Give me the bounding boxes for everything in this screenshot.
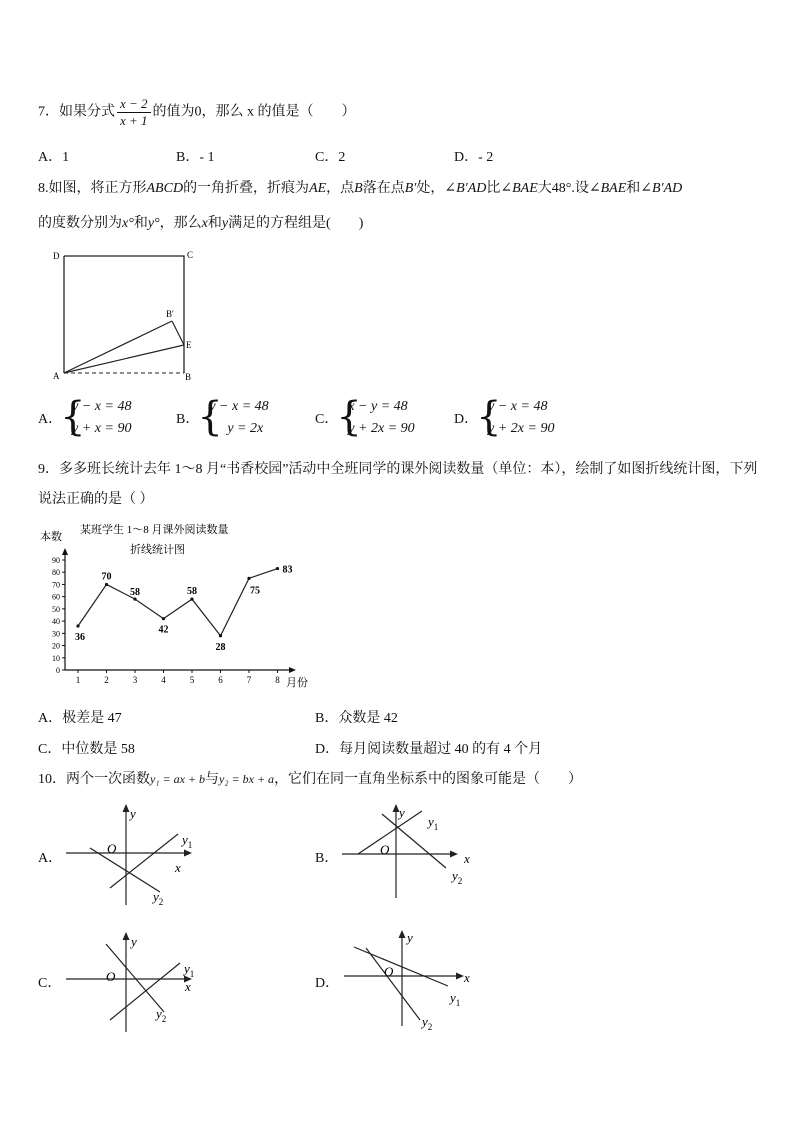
q7-option-c[interactable]: C．2 — [315, 150, 346, 165]
x-label: x — [464, 970, 470, 985]
q8-text: 的度数分别为 — [38, 216, 122, 231]
y1-label — [180, 832, 192, 850]
q10-text: 10．两个一次函数 — [38, 772, 150, 787]
q8-system — [62, 396, 131, 440]
x-axis-arrow-icon — [456, 973, 464, 980]
y-label: y — [131, 934, 137, 949]
chart-x-tick-label: 2 — [104, 675, 109, 685]
q9-option-c[interactable]: C．中位数是 58 — [38, 742, 135, 757]
y-label: y — [399, 805, 405, 820]
q8-stem-line1 — [38, 177, 682, 197]
q8-option-label: D． — [454, 412, 479, 427]
chart-point — [247, 577, 250, 580]
q8-bprime: B′ — [404, 181, 417, 196]
q8-angle-bpad: B′AD — [456, 181, 487, 196]
q8-text: 比∠ — [486, 181, 513, 196]
q8-y: y — [221, 216, 229, 231]
chart-y-tick-label: 40 — [52, 617, 60, 627]
chart-y-tick-label: 20 — [52, 641, 60, 651]
q8-text: ，点 — [326, 181, 355, 196]
chart-point — [105, 583, 108, 586]
q8-text: ，那么 — [159, 216, 202, 231]
q8-label-e: E — [186, 340, 192, 350]
q7-fraction-numerator: x − 2 — [117, 96, 151, 113]
y1-letter: y — [450, 990, 456, 1005]
q8-option-b[interactable] — [176, 396, 269, 440]
y1-letter: y — [182, 832, 188, 847]
y1-label — [448, 990, 460, 1008]
chart-y-tick-label: 50 — [52, 604, 60, 614]
chart-x-tick-label: 8 — [275, 675, 280, 685]
chart-x-tick-label: 7 — [246, 675, 252, 685]
q8-option-d[interactable] — [454, 396, 554, 440]
origin-label: O — [106, 969, 116, 984]
q10-option-c-label[interactable]: C． — [38, 976, 62, 991]
chart-point — [162, 617, 165, 620]
q8-fold-b-prime-e — [172, 321, 184, 345]
chart-data-label: 75 — [250, 585, 260, 597]
chart-x-ticks — [76, 670, 281, 685]
q10-option-b-label[interactable]: B． — [315, 851, 339, 866]
chart-y-axis-arrow-icon — [62, 548, 68, 555]
y2-subscript: 2 — [427, 1022, 433, 1032]
q7-number: 7． — [38, 104, 59, 120]
q8-label-d: D — [53, 251, 60, 261]
y2-label — [154, 1006, 166, 1024]
chart-y-tick-label: 90 — [52, 556, 60, 565]
q8-abcd: ABCD — [146, 181, 184, 196]
x-axis-arrow-icon — [450, 851, 458, 858]
x-label: x — [175, 860, 181, 875]
q7-option-d[interactable]: D．- 2 — [454, 150, 494, 165]
q8-text: 处，∠ — [416, 181, 457, 196]
line-y1 — [358, 811, 422, 854]
x-label: x — [185, 979, 191, 994]
y-axis-arrow-icon — [399, 930, 406, 938]
y2-label — [420, 1014, 432, 1032]
origin-label: O — [107, 841, 117, 856]
brace-icon: { — [60, 394, 86, 440]
y1-subscript: 1 — [187, 840, 193, 850]
q8-label-bprime: B' — [166, 309, 174, 319]
q8-eq1: y − x = 48 — [209, 399, 269, 414]
q8-eq1: y − x = 48 — [488, 399, 548, 414]
q10-function-2: y₂ = bx + a — [219, 772, 275, 786]
q7-fraction — [117, 96, 151, 129]
x-label: x — [464, 851, 470, 866]
chart-title: 某班学生 1～8 月课外阅读数量 — [80, 524, 229, 536]
chart-x-tick-label: 4 — [161, 675, 166, 685]
q7-option-a[interactable]: A．1 — [38, 150, 70, 165]
chart-point — [276, 567, 279, 570]
chart-data-label: 58 — [187, 586, 197, 598]
q8-system — [478, 396, 554, 440]
brace-icon: { — [197, 394, 223, 440]
y-axis-arrow-icon — [123, 804, 130, 812]
q8-text: 和∠ — [626, 181, 652, 196]
q7-text-a: 如果分式 — [59, 104, 115, 120]
y-label: y — [130, 806, 136, 821]
y2-label — [151, 889, 163, 907]
y1-subscript: 1 — [433, 822, 439, 832]
q7-text-b: 的值为0，那么 x 的值是（ ） — [152, 104, 356, 120]
q8-option-label: A． — [38, 412, 63, 427]
q8-eq1: x − y = 48 — [348, 399, 408, 414]
y1-label — [426, 814, 438, 832]
y2-letter: y — [153, 889, 159, 904]
q8-angle-bpad: B′AD — [652, 181, 683, 196]
q8-stem-line2 — [38, 212, 363, 232]
q7-fraction-denominator: x + 1 — [120, 113, 148, 128]
chart-x-tick-label: 6 — [218, 675, 223, 685]
y1-subscript: 1 — [455, 998, 461, 1008]
q8-x: x — [201, 216, 208, 231]
y1-letter: y — [184, 961, 190, 976]
q7-option-b[interactable]: B．- 1 — [176, 150, 215, 165]
origin-label: O — [384, 964, 394, 979]
q10-option-a-label[interactable]: A． — [38, 851, 63, 866]
y1-subscript: 1 — [189, 969, 195, 979]
q8-option-c[interactable] — [315, 396, 415, 440]
q9-option-b[interactable]: B．众数是 42 — [315, 711, 398, 726]
chart-point — [76, 624, 79, 627]
q8-option-label: C． — [315, 412, 339, 427]
y2-letter: y — [156, 1006, 162, 1021]
q10-function-1: y₁ = ax + b — [150, 772, 206, 786]
line-y1 — [110, 834, 178, 888]
q10-text: 与 — [205, 772, 220, 787]
q8-crease-ae — [64, 345, 184, 373]
q9-option-a[interactable]: A．极差是 47 — [38, 711, 122, 726]
y2-subscript: 2 — [161, 1014, 167, 1024]
chart-points — [75, 565, 293, 653]
line-y1 — [110, 963, 180, 1020]
q8-option-a[interactable] — [38, 396, 131, 440]
q8-text: 大48°.设∠ — [537, 181, 601, 196]
chart-y-tick-label: 0 — [56, 666, 60, 675]
chart-point — [190, 598, 193, 601]
q8-label-b: B — [185, 372, 192, 382]
q8-text: 落在点 — [362, 181, 405, 196]
q9-stem-line1: 9．多多班长统计去年 1～8 月“书香校园”活动中全班同学的课外阅读数量（单位：本），绘制了如图折线统计图，下列 — [38, 462, 758, 477]
q7-stem — [38, 96, 356, 129]
q8-text: 满足的方程组是( ) — [228, 216, 364, 231]
q9-stem-line2: 说法正确的是（ ） — [38, 492, 154, 507]
y2-letter: y — [452, 868, 458, 883]
chart-y-tick-label: 60 — [52, 592, 60, 602]
y-axis-arrow-icon — [123, 932, 130, 940]
q8-eq2: y + x = 90 — [72, 421, 132, 436]
y2-subscript: 2 — [457, 876, 463, 886]
q10-graph-b — [336, 800, 496, 912]
q8-square-figure — [48, 246, 208, 384]
q10-stem — [38, 768, 582, 788]
chart-data-label: 83 — [282, 564, 293, 576]
brace-icon: { — [336, 394, 362, 440]
chart-y-tick-label: 80 — [52, 568, 60, 578]
chart-x-tick-label: 3 — [132, 675, 138, 685]
y1-letter: y — [428, 814, 434, 829]
y-label: y — [407, 930, 413, 945]
q8-text: 的一角折叠，折痕为 — [183, 181, 310, 196]
chart-data-label: 42 — [158, 624, 169, 636]
chart-ylabel: 本数 — [40, 531, 62, 543]
q10-graph-d — [336, 926, 496, 1038]
q8-text: 8.如图，将正方形 — [38, 181, 147, 196]
q10-graph-a — [60, 800, 220, 912]
q8-system — [199, 396, 268, 440]
y2-label — [450, 868, 462, 886]
brace-icon: { — [476, 394, 502, 440]
q8-text: 和 — [133, 216, 148, 231]
chart-y-tick-label: 30 — [52, 629, 60, 639]
q8-b: B — [354, 181, 363, 196]
y2-subscript: 2 — [158, 897, 164, 907]
q8-fold-ab-prime — [64, 321, 172, 373]
line-y2 — [366, 948, 420, 1020]
q8-option-label: B． — [176, 412, 200, 427]
chart-x-tick-label: 1 — [75, 675, 81, 685]
q8-xdeg: x° — [122, 216, 134, 231]
line-y2 — [90, 848, 160, 892]
chart-x-tick-label: 5 — [189, 675, 195, 685]
chart-data-label: 36 — [75, 632, 85, 643]
q8-system — [338, 396, 414, 440]
y2-letter: y — [422, 1014, 428, 1029]
q8-eq2: y + 2x = 90 — [348, 421, 415, 436]
q9-line-chart — [30, 518, 320, 690]
q8-label-a: A — [53, 371, 60, 381]
q8-eq2: y = 2x — [227, 421, 264, 436]
q8-eq1: y − x = 48 — [72, 399, 132, 414]
chart-x-axis-arrow-icon — [289, 667, 296, 673]
q8-angle-bae: BAE — [600, 181, 627, 196]
origin-label: O — [380, 842, 390, 857]
x-axis-arrow-icon — [184, 850, 192, 857]
chart-xlabel: 月份 — [286, 677, 308, 689]
chart-data-label: 58 — [130, 587, 140, 599]
q8-eq2: y + 2x = 90 — [488, 421, 555, 436]
q8-label-c: C — [187, 250, 194, 260]
q8-ae: AE — [309, 181, 327, 196]
chart-data-label: 28 — [215, 641, 226, 653]
q10-graph-c — [60, 928, 220, 1040]
q10-text: ，它们在同一直角坐标系中的图象可能是（ ） — [274, 772, 583, 787]
q8-ydeg: y° — [147, 216, 160, 231]
chart-y-tick-label: 70 — [52, 580, 60, 590]
chart-data-label: 70 — [101, 571, 112, 583]
q10-option-d-label[interactable]: D． — [315, 976, 340, 991]
q8-text: 和 — [207, 216, 222, 231]
q9-option-d[interactable]: D．每月阅读数量超过 40 的有 4 个月 — [315, 742, 543, 757]
y1-label — [182, 961, 194, 979]
chart-y-ticks — [52, 556, 65, 675]
q8-angle-bae: BAE — [512, 181, 538, 196]
chart-point — [219, 634, 222, 637]
line-y1 — [354, 947, 448, 986]
chart-subtitle: 折线统计图 — [130, 544, 185, 556]
chart-y-tick-label: 10 — [52, 653, 60, 663]
